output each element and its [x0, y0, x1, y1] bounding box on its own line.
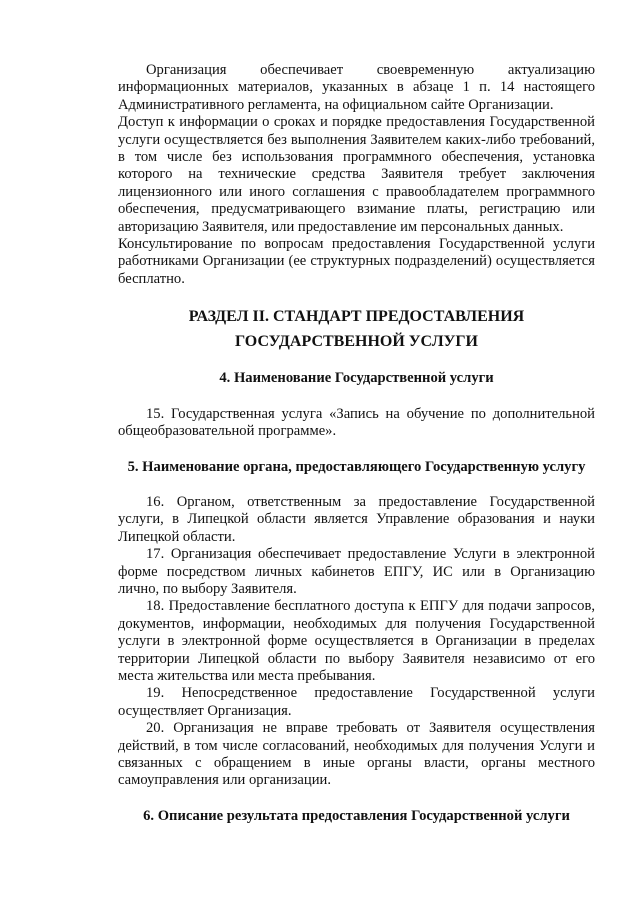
intro-paragraph-1: Организация обеспечивает своевременную актуализацию информационных материалов, указанных в абзаце 1 п. 14 настоящего Административного регламента, на официальном сайте Организации. — [118, 62, 595, 113]
paragraph-17: 17. Организация обеспечивает предоставление Услуги в электронной форме посредством личных кабинетов ЕПГУ, ИС или в Организацию лично, по выбору Заявителя. — [118, 546, 595, 597]
subsection-5-title: 5. Наименование органа, предоставляющего Государственную услугу — [127, 458, 586, 475]
section-title: РАЗДЕЛ II. СТАНДАРТ ПРЕДОСТАВЛЕНИЯ ГОСУДАРСТВЕННОЙ УСЛУГИ — [188, 308, 525, 351]
paragraph-19: 19. Непосредственное предоставление Государственной услуги осуществляет Организация. — [118, 685, 595, 719]
subsection-4-title: 4. Наименование Государственной услуги — [219, 370, 494, 387]
intro-paragraph-2: Доступ к информации о сроках и порядке предоставления Государственной услуги осуществляется без выполнения Заявителем каких-либо требований, в том числе без использования программного обеспечения, установка которого на технические средства Заявителя требует заключения лицензионного или иного соглашения с правообладателем программного обеспечения, предусматривающего взимание платы, регистрацию или авторизацию Заявителя, или предоставление им персональных данных. — [118, 114, 595, 235]
paragraph-20: 20. Организация не вправе требовать от Заявителя осуществления действий, в том числе согласований, необходимых для получения Услуги и связанных с обращением в иные органы власти, органы местного самоуправления или организации. — [118, 720, 595, 789]
intro-paragraph-3: Консультирование по вопросам предоставления Государственной услуги работниками Организации (ее структурных подразделений) осуществляется бесплатно. — [118, 236, 595, 287]
paragraph-18: 18. Предоставление бесплатного доступа к ЕПГУ для подачи запросов, документов, информации, необходимых для получения Государственной услуги в электронной форме осуществляется в Организации в пределах территории Липецкой области по выбору Заявителя независимо от его места жительства или места пребывания. — [118, 598, 595, 684]
paragraph-15: 15. Государственная услуга «Запись на обучение по дополнительной общеобразовательной программе». — [118, 405, 595, 440]
document-body — [118, 62, 595, 843]
paragraph-16: 16. Органом, ответственным за предоставление Государственной услуги, в Липецкой области является Управление образования и науки Липецкой области. — [118, 493, 595, 545]
subsection-6-title: 6. Описание результата предоставления Государственной услуги — [143, 807, 570, 824]
